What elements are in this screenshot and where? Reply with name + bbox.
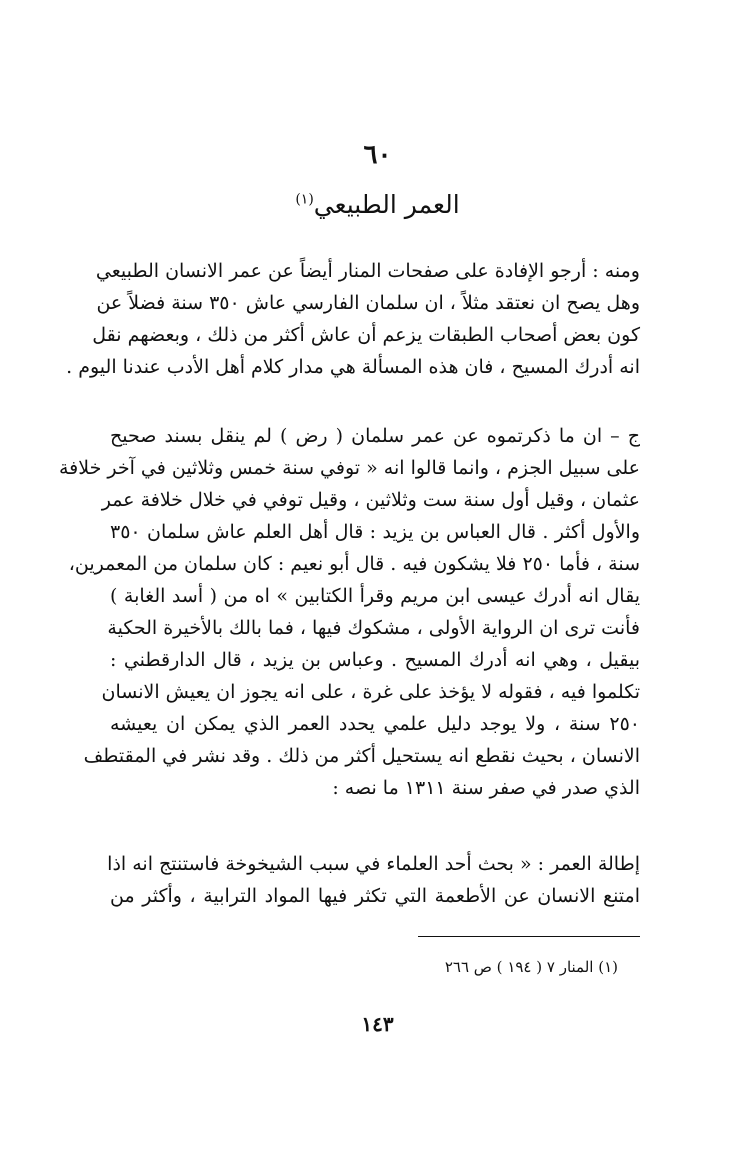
text-line: فأنت ترى ان الرواية الأولى ، مشكوك فيها ، فما بالك بالأخيرة الحكية bbox=[107, 617, 640, 639]
answer-paragraph bbox=[58, 420, 640, 804]
text-line: الذي صدر في صفر سنة ١٣١١ ما نصه : bbox=[332, 777, 640, 799]
section-number: ٦٠ bbox=[363, 140, 392, 170]
text-line: بيقيل ، وهي انه أدرك المسيح . وعباس بن يزيد ، قال الدارقطني : bbox=[110, 649, 640, 671]
title-text: العمر الطبيعي bbox=[313, 190, 460, 219]
footnote-divider bbox=[418, 936, 640, 937]
text-line: ج – ان ما ذكرتموه عن عمر سلمان ( رض ) لم ينقل بسند صحيح bbox=[110, 425, 640, 447]
page-number: ١٤٣ bbox=[361, 1012, 394, 1036]
text-line: وهل يصح ان نعتقد مثلاً ، ان سلمان الفارسي عاش ٣٥٠ سنة فضلاً عن bbox=[96, 292, 640, 314]
text-line: إطالة العمر : « بحث أحد العلماء في سبب الشيخوخة فاستنتج انه اذا bbox=[107, 853, 640, 875]
footnote: (١) المنار ٧ ( ١٩٤ ) ص ٢٦٦ bbox=[444, 958, 618, 976]
text-line: عثمان ، وقيل أول سنة ست وثلاثين ، وقيل توفي في خلال خلافة عمر bbox=[101, 489, 640, 511]
text-line: امتنع الانسان عن الأطعمة التي تكثر فيها المواد الترابية ، وأكثر من bbox=[110, 885, 640, 907]
article-title bbox=[0, 190, 755, 219]
text-line: كون بعض أصحاب الطبقات يزعم أن عاش أكثر من ذلك ، وبعضهم نقل bbox=[92, 324, 640, 346]
quote-paragraph bbox=[107, 848, 640, 912]
text-line: سنة ، فأما ٢٥٠ فلا يشكون فيه . قال أبو نعيم : كان سلمان من المعمرين، bbox=[68, 553, 640, 575]
title-footnote-marker: (١) bbox=[295, 191, 314, 208]
question-paragraph bbox=[66, 255, 640, 383]
text-line: والأول أكثر . قال العباس بن يزيد : قال أهل العلم عاش سلمان ٣٥٠ bbox=[110, 521, 640, 543]
text-line: انه أدرك المسيح ، فان هذه المسألة هي مدار كلام أهل الأدب عندنا اليوم . bbox=[66, 356, 640, 378]
text-line: ومنه : أرجو الإفادة على صفحات المنار أيضاً عن عمر الانسان الطبيعي bbox=[95, 260, 640, 282]
text-line: تكلموا فيه ، فقوله لا يؤخذ على غرة ، على انه يجوز ان يعيش الانسان bbox=[101, 681, 640, 703]
text-line: الانسان ، بحيث نقطع انه يستحيل أكثر من ذلك . وقد نشر في المقتطف bbox=[83, 745, 640, 767]
text-line: يقال انه أدرك عيسى ابن مريم وقرأ الكتابين » اه من ( أسد الغابة ) bbox=[110, 585, 640, 607]
text-line: على سبيل الجزم ، وانما قالوا انه « توفي سنة خمس وثلاثين في آخر خلافة bbox=[58, 457, 640, 479]
text-line: ٢٥٠ سنة ، ولا يوجد دليل علمي يحدد العمر الذي يمكن ان يعيشه bbox=[110, 713, 640, 735]
